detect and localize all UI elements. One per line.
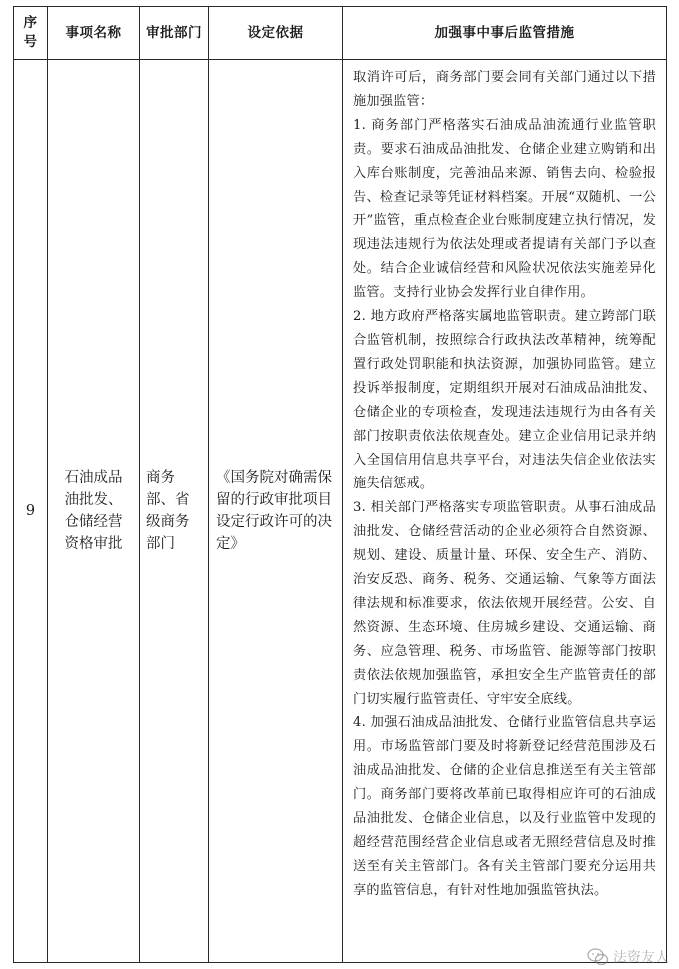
header-measures: 加强事中事后监管措施 — [343, 7, 667, 60]
row-item-name: 石油成品油批发、仓储经营资格审批 — [48, 60, 140, 963]
header-seq: 序号 — [14, 7, 48, 60]
measures-intro: 取消许可后，商务部门要会同有关部门通过以下措施加强监管： — [353, 70, 656, 109]
measures-item-4: 4. 加强石油成品油批发、仓储行业监管信息共享运用。市场监管部门要及时将新登记经营范围涉及石油成品油批发、仓储的企业信息推送至有关主管部门。商务部门要将改革前已取得相应许可的石油成品油批发、仓储企业信息，以及行业监管中发现的超经营范围经营企业信息或者无照经营信息及时推送至有关主管部门。各有关主管部门要充分运用共享的监管信息，有针对性地加强监管执法。 — [353, 715, 656, 898]
row-seq: 9 — [14, 60, 48, 963]
header-item-name: 事项名称 — [48, 7, 140, 60]
header-row — [14, 7, 667, 60]
table-row — [14, 60, 667, 963]
measures-item-1: 1. 商务部门严格落实石油成品油流通行业监管职责。要求石油成品油批发、仓储企业建立购销和出入库台账制度，完善油品来源、销售去向、检验报告、检查记录等凭证材料档案。开展“双随机、一公开”监管，重点检查企业台账制度建立执行情况，发现违法违规行为依法处理或者提请有关部门予以查处。结合企业诚信经营和风险状况依法实施差异化监管。支持行业协会发挥行业自律作用。 — [353, 117, 656, 301]
header-basis: 设定依据 — [209, 7, 343, 60]
watermark — [587, 947, 669, 967]
measures-item-3: 3. 相关部门严格落实专项监管职责。从事石油成品油批发、仓储经营活动的企业必须符合自然资源、规划、建设、质量计量、环保、安全生产、消防、治安反恐、商务、税务、交通运输、气象等方面法律法规和标准要求，依法依规开展经营。公安、自然资源、生态环境、住房城乡建设、交通运输、商务、应急管理、税务、市场监管、能源等部门按职责依法依规加强监管，承担安全生产监管责任的部门切实履行监管责任、守牢安全底线。 — [353, 500, 656, 707]
row-approval-dept: 商务部、省级商务部门 — [140, 60, 209, 963]
wechat-icon — [587, 948, 609, 966]
document-page — [13, 6, 666, 963]
measures-item-2: 2. 地方政府严格落实属地监管职责。建立跨部门联合监管机制，按照综合行政执法改革精神，统筹配置行政处罚职能和执法资源，加强协同监管。建立投诉举报制度，定期组织开展对石油成品油批发、仓储企业的专项检查，发现违法违规行为由各有关部门按职责依法依规查处。建立企业信用记录并纳入全国信用信息共享平台，对违法失信企业依法实施失信惩戒。 — [353, 309, 656, 492]
header-approval-dept: 审批部门 — [140, 7, 209, 60]
watermark-text: 法资友人 — [613, 950, 669, 966]
regulation-table — [13, 6, 667, 963]
row-measures — [343, 60, 667, 963]
row-basis: 《国务院对确需保留的行政审批项目设定行政许可的决定》 — [209, 60, 343, 963]
